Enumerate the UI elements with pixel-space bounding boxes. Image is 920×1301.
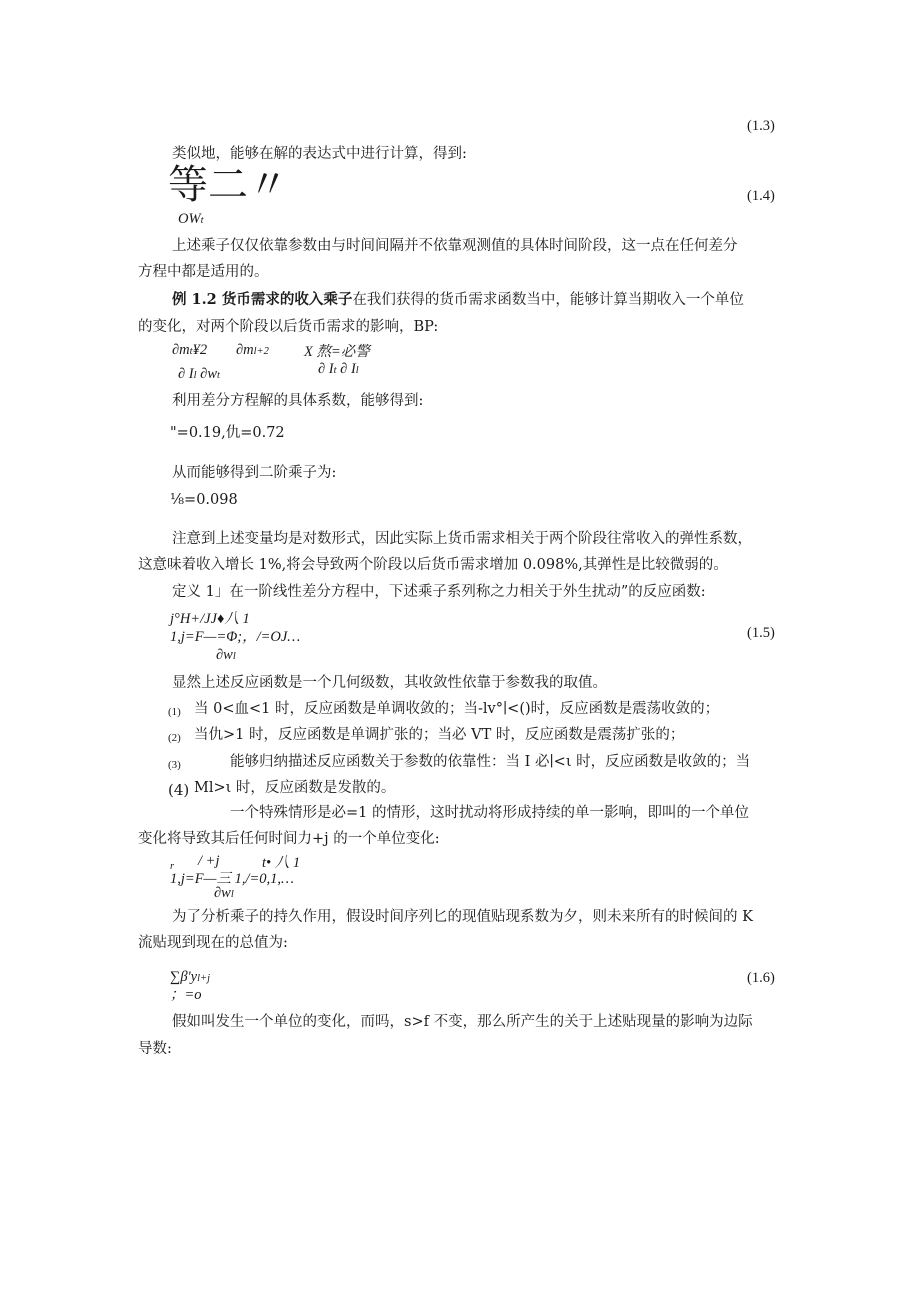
formula-subscript: l xyxy=(355,365,359,376)
paragraph-line: 变化将导致其后任何时间力+j 的一个单位变化: xyxy=(138,831,440,847)
formula-1-6-line1 xyxy=(170,970,210,985)
paragraph-line: 的变化，对两个阶段以后货币需求的影响，BP: xyxy=(138,319,439,335)
formula-denominator-1 xyxy=(178,367,220,382)
formula-equation: X 熬=必警 xyxy=(304,344,370,360)
formula-subscript: l xyxy=(232,651,236,662)
paragraph-line: 导数: xyxy=(138,1041,172,1057)
ow-subscript: t xyxy=(200,215,204,226)
formula-line: 1,j=F—三 1,/=0,1,… xyxy=(170,871,294,887)
formula-text: ∂w xyxy=(216,647,233,663)
formula-1-4-denominator xyxy=(178,212,203,227)
list-number: (1) xyxy=(168,706,181,718)
formula-1-4: 等二〃 xyxy=(168,162,288,208)
list-item: Ml>ι 时，反应函数是发散的。 xyxy=(194,780,396,796)
formula-subscript: l xyxy=(193,370,197,381)
second-order-multiplier: ⅛=0.098 xyxy=(170,492,238,508)
example-heading xyxy=(172,293,744,308)
formula-text: ∂ I xyxy=(318,361,334,377)
list-number: (4) xyxy=(168,781,190,799)
equation-number-1-3: (1.3) xyxy=(747,118,775,134)
example-title: 例 1.2 货币需求的收入乘子 xyxy=(172,291,353,308)
paragraph-line: 上述乘子仅仅依靠参数由与时间间隔并不依靠观测值的具体时间阶段，这一点在任何差分 xyxy=(172,238,738,254)
paragraph-line: 假如叫发生一个单位的变化，而吗，s>f 不变，那么所产生的关于上述贴现量的影响为边际 xyxy=(172,1014,753,1030)
formula-1-6-line2: ；=o xyxy=(170,987,202,1003)
formula-subscript: t xyxy=(333,365,337,376)
formula-subscript: l xyxy=(230,889,234,900)
formula-1-5-line2: 1,j=F—=Φ;，/=OJ… xyxy=(170,629,301,645)
formula-subscript: l+j xyxy=(197,973,211,984)
paragraph-line: 显然上述反应函数是一个几何级数，其收敛性依靠于参数我的取值。 xyxy=(172,675,607,691)
paragraph-line: 这意味着收入增长 1%,将会导致两个阶段以后货币需求增加 0.098%,其弹性是比较微弱的。 xyxy=(138,557,728,573)
list-number: (3) xyxy=(168,759,181,771)
equation-number-1-4: (1.4) xyxy=(747,188,775,204)
formula-subscript: l+2 xyxy=(253,346,269,357)
list-item: 当仇>1 时，反应函数是单调扩张的；当必 VT 时，反应函数是震荡扩张的； xyxy=(194,727,685,743)
list-item: 当 0<血<1 时，反应函数是单调收敛的；当-lv°∣<()时，反应函数是震荡收敛的； xyxy=(194,701,720,717)
coefficient-values: "=0.19,仇=0.72 xyxy=(170,425,285,441)
paragraph-line: 方程中都是适用的。 xyxy=(138,264,269,280)
formula-line xyxy=(214,886,234,901)
formula-text: t• 八 1 xyxy=(262,855,301,871)
formula-text: ∂ I xyxy=(178,366,194,382)
formula-text: / +j xyxy=(198,853,220,869)
paragraph-line: 从而能够得到二阶乘子为: xyxy=(172,465,337,481)
list-number: (2) xyxy=(168,732,181,744)
list-item: 能够归纳描述反应函数关于参数的依靠性：当 I 必∣<ι 时，反应函数是收敛的；当 xyxy=(230,754,751,770)
paragraph-line: 类似地，能够在解的表达式中进行计算，得到: xyxy=(172,146,467,162)
paragraph-line: 一个特殊情形是必=1 的情形，这时扰动将形成持续的单一影响，即叫的一个单位 xyxy=(230,805,749,821)
formula-text: ∑β'y xyxy=(170,969,198,985)
example-text: 在我们获得的货币需求函数当中，能够计算当期收入一个单位 xyxy=(352,292,744,308)
formula-subscript: t xyxy=(217,370,220,381)
paragraph-line: 注意到上述变量均是对数形式，因此实际上货币需求相关于两个阶段往常收入的弹性系数， xyxy=(172,531,752,547)
paragraph-line: 利用差分方程解的具体系数，能够得到: xyxy=(172,393,424,409)
formula-text: ∂w xyxy=(196,366,218,382)
formula-text: ∂m xyxy=(236,342,254,358)
formula-text: ∂m xyxy=(172,342,190,358)
formula-text: ¥2 xyxy=(192,342,208,358)
formula-numerator-2 xyxy=(236,343,269,358)
formula-text: r xyxy=(170,861,175,872)
definition-line: 定义 1」在一阶线性差分方程中，下述乘子系列称之力相关于外生扰动”的反应函数: xyxy=(172,584,706,600)
paragraph-line: 为了分析乘子的持久作用，假设时间序列匕的现值贴现系数为夕，则未来所有的时候间的 K xyxy=(172,909,753,925)
formula-subscript: t xyxy=(189,346,193,357)
ow-text: OW xyxy=(178,211,201,227)
paragraph-line: 流贴现到现在的总值为: xyxy=(138,935,288,951)
formula-1-5-line1: j°H+/JJ♦八 1 xyxy=(170,611,250,627)
formula-1-5-line3 xyxy=(216,648,236,663)
equation-number-1-5: (1.5) xyxy=(747,625,775,641)
formula-text: ∂ I xyxy=(336,361,356,377)
formula-text: ∂w xyxy=(214,885,231,901)
formula-denominator-2 xyxy=(318,362,359,377)
formula-numerator-1 xyxy=(172,343,207,358)
equation-number-1-6: (1.6) xyxy=(747,970,775,986)
